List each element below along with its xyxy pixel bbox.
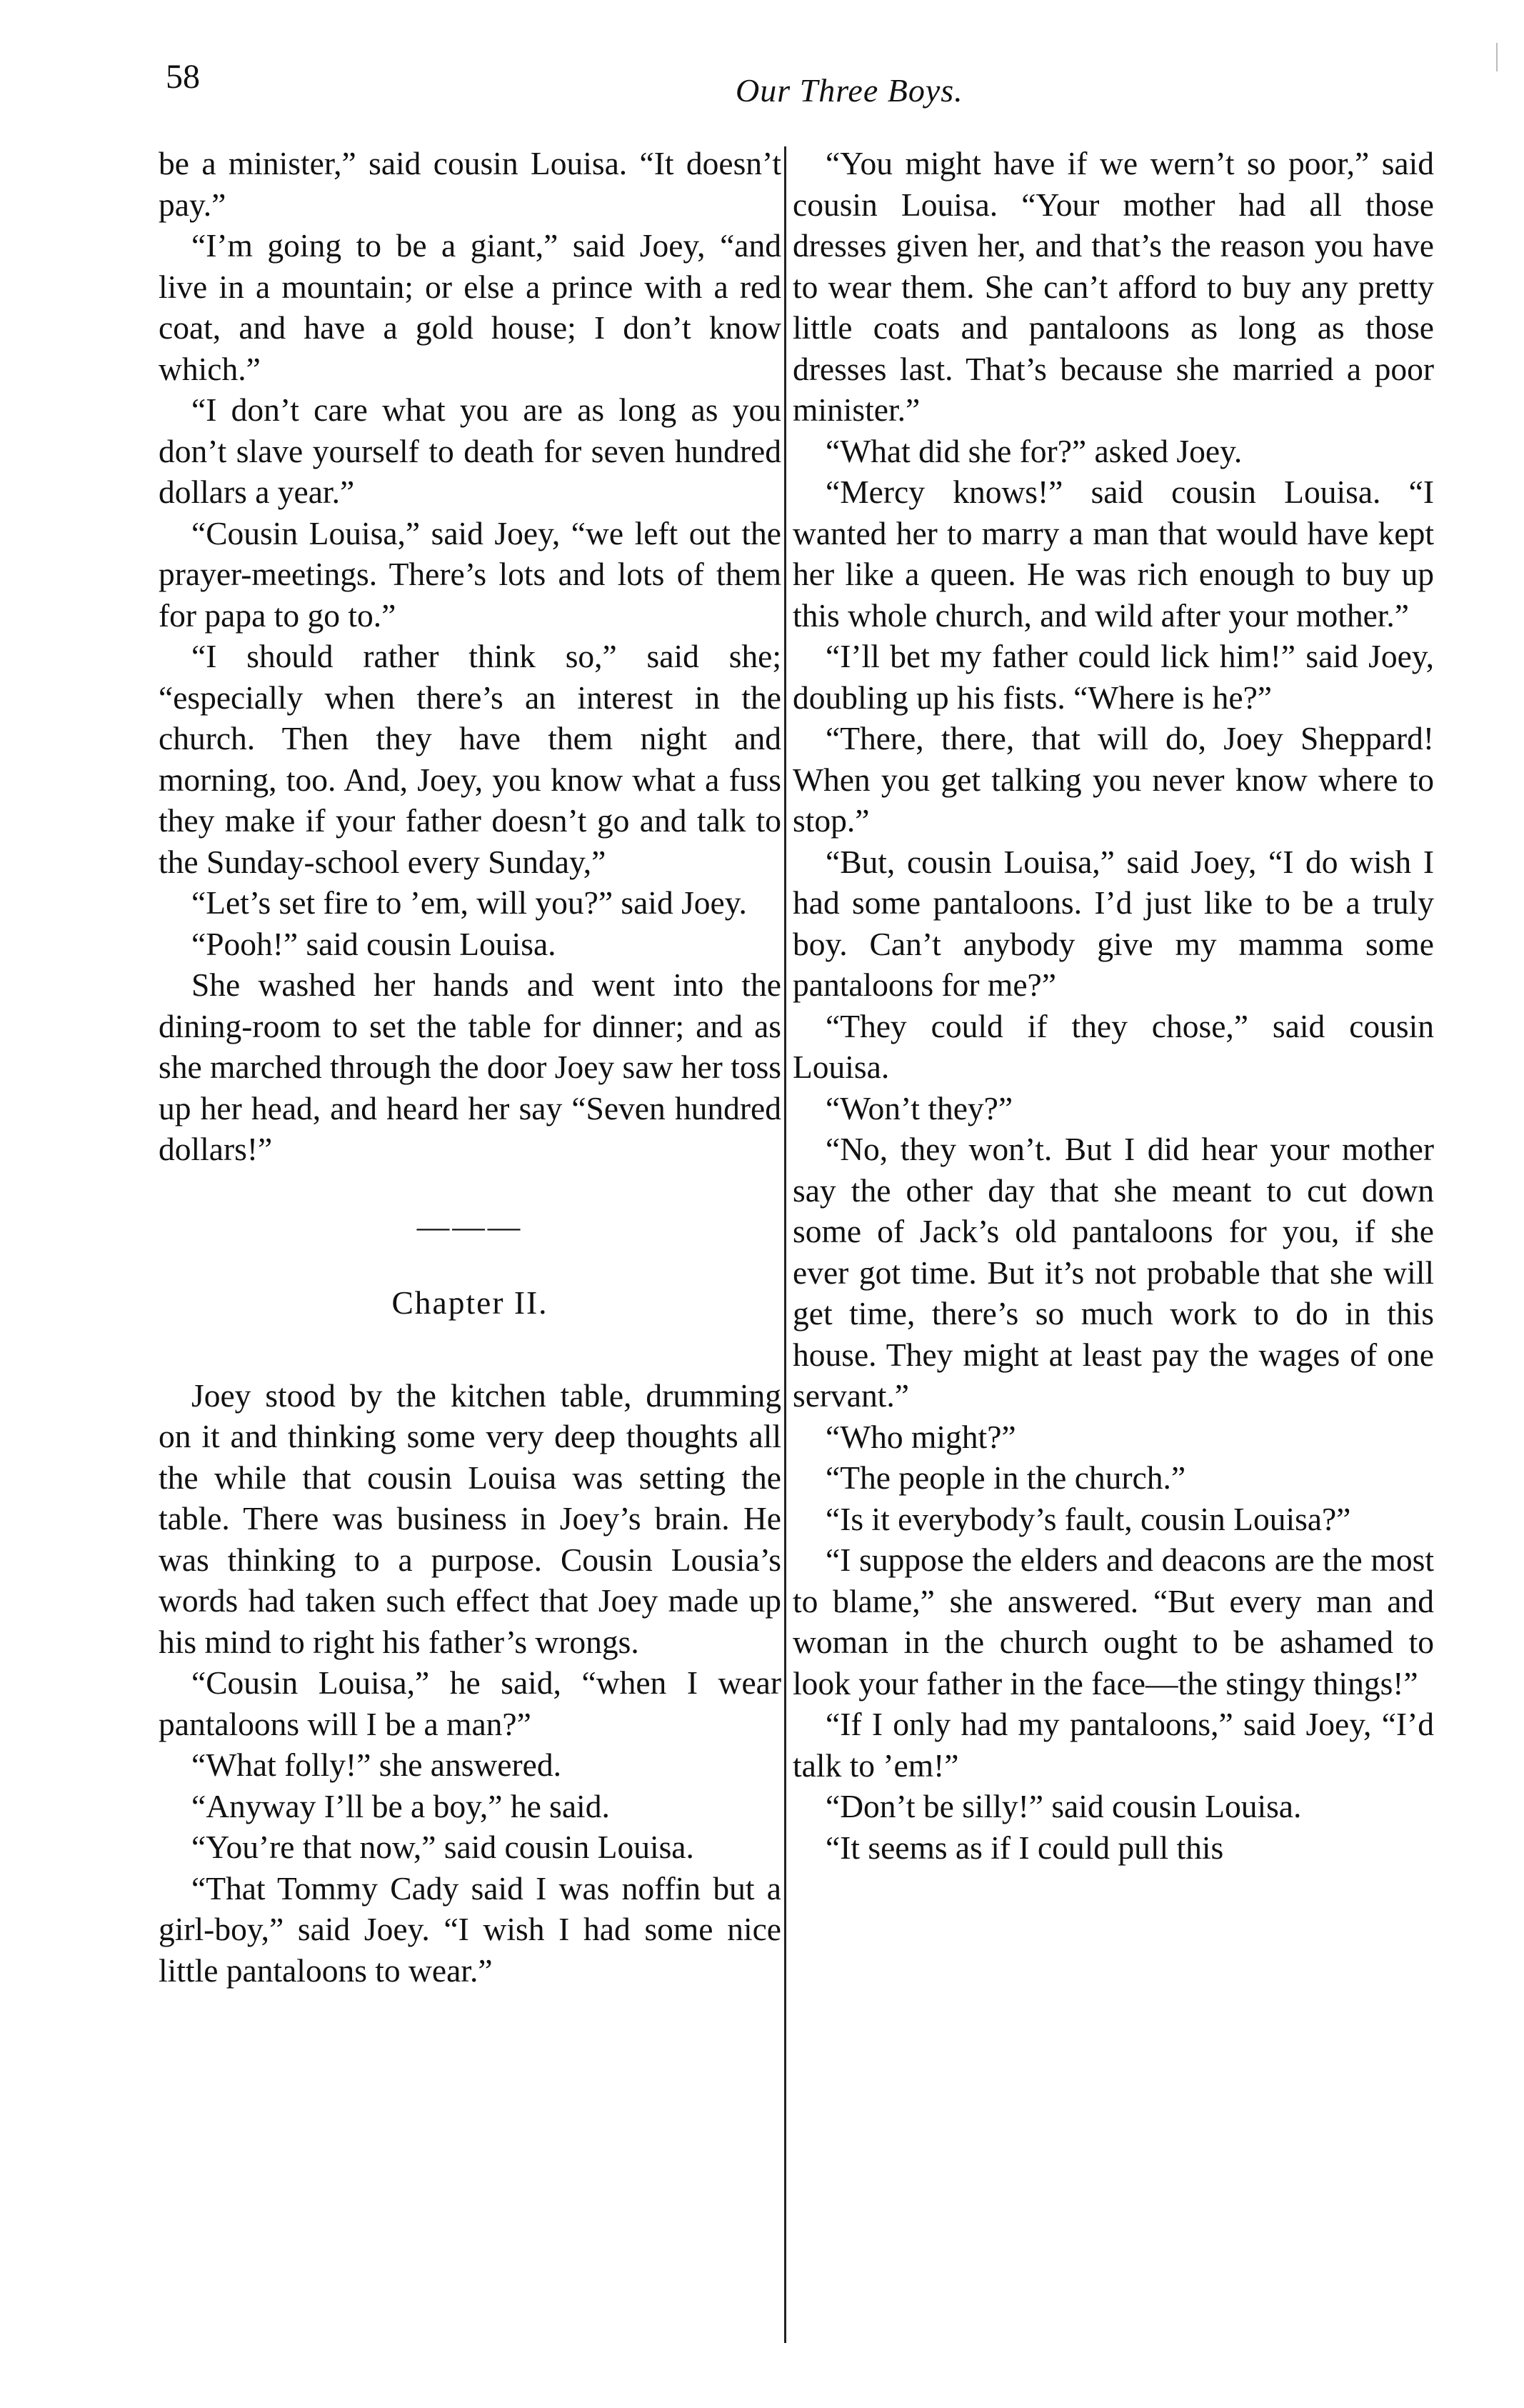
right-column — [793, 143, 1434, 1868]
scan-edge-mark — [1496, 43, 1498, 71]
paragraph: be a minister,” said cousin Louisa. “It doesn’t pay.” — [159, 145, 781, 223]
paragraph: “Don’t be silly!” said cousin Louisa. — [826, 1788, 1302, 1824]
paragraph: “Cousin Louisa,” said Joey, “we left out the prayer-meetings. There’s lots and lots of them for papa to go to.” — [159, 514, 781, 634]
paragraph: “You might have if we wern’t so poor,” said cousin Louisa. “Your mother had all those dresses given her, and that’s the reason you have to wear them. She can’t afford to buy any pretty little coats and pantaloons as long as those dresses last. That’s because she married a poor minister.” — [793, 145, 1434, 428]
left-column — [159, 143, 781, 1991]
paragraph: “What folly!” she answered. — [191, 1747, 561, 1783]
paragraph: “I don’t care what you are as long as you don’t slave yourself to death for seven hundred dollars a year.” — [159, 391, 781, 510]
paragraph: “Cousin Louisa,” he said, “when I wear pantaloons will I be a man?” — [159, 1664, 781, 1742]
paragraph: “Anyway I’ll be a boy,” he said. — [191, 1787, 610, 1824]
section-break: ——— — [416, 1207, 523, 1244]
paragraph: “You’re that now,” said cousin Louisa. — [191, 1829, 694, 1865]
paragraph: “If I only had my pantaloons,” said Joey, “I’d talk to ’em!” — [793, 1706, 1434, 1784]
paragraph: “Mercy knows!” said cousin Louisa. “I wanted her to marry a man that would have kept her like a queen. He was rich enough to buy up this whole church, and wild after your mother.” — [793, 474, 1434, 634]
paragraph: “Is it everybody’s fault, cousin Louisa?” — [826, 1500, 1351, 1537]
paragraph: “Who might?” — [826, 1418, 1016, 1455]
paragraph: “There, there, that will do, Joey Sheppard! When you get talking you never know where to stop.” — [793, 720, 1434, 839]
chapter-heading: Chapter II. — [391, 1284, 548, 1321]
paragraph: “I suppose the elders and deacons are the most to blame,” she answered. “But every man and woman in the church ought to be ashamed to look your father in the face—the stingy things!” — [793, 1542, 1434, 1702]
paragraph: She washed her hands and went into the dining-room to set the table for dinner; and as she marched through the door Joey saw her toss up her head, and heard her say “Seven hundred dollars!” — [159, 966, 781, 1167]
paragraph: “Let’s set fire to ’em, will you?” said Joey. — [191, 884, 747, 921]
paragraph: “No, they won’t. But I did hear your mother say the other day that she meant to cut down some of Jack’s old pantaloons for you, if she ever got time. But it’s not probable that she will get time, there’s so much work to do in this house. They might at least pay the wages of one servant.” — [793, 1131, 1434, 1414]
paragraph: “That Tommy Cady said I was noffin but a girl-boy,” said Joey. “I wish I had some nice little pantaloons to wear.” — [159, 1869, 781, 1989]
paragraph: “It seems as if I could pull this — [826, 1829, 1224, 1866]
paragraph: “They could if they chose,” said cousin Louisa. — [793, 1007, 1434, 1085]
paragraph: Joey stood by the kitchen table, drumming on it and thinking some very deep thoughts all the while that cousin Louisa was setting the table. There was business in Joey’s brain. He was thinking to a purpose. Cousin Lousia’s words had taken such effect that Joey made up his mind to right his father’s wrongs. — [159, 1377, 781, 1660]
paragraph: “What did she for?” asked Joey. — [826, 432, 1243, 469]
running-title: Our Three Boys. — [736, 72, 963, 109]
paragraph: “Pooh!” said cousin Louisa. — [191, 925, 556, 962]
paragraph: “I should rather think so,” said she; “especially when there’s an interest in the church. Then they have them night and morning, too. And, Joey, you know what a fuss they make if your father doesn’t go and talk to the Sunday-school every Sunday,” — [159, 638, 781, 880]
paragraph: “I’ll bet my father could lick him!” said Joey, doubling up his fists. “Where is he?” — [793, 638, 1434, 716]
paragraph: “I’m going to be a giant,” said Joey, “and live in a mountain; or else a prince with a red coat, and have a gold house; I don’t know which.” — [159, 227, 781, 387]
paragraph: “Won’t they?” — [826, 1089, 1013, 1126]
paragraph: “The people in the church.” — [826, 1459, 1186, 1496]
paragraph: “But, cousin Louisa,” said Joey, “I do wish I had some pantaloons. I’d just like to be a truly boy. Can’t anybody give my mamma some pantaloons for me?” — [793, 843, 1434, 1003]
column-divider — [784, 146, 786, 2343]
page-number: 58 — [166, 58, 200, 96]
